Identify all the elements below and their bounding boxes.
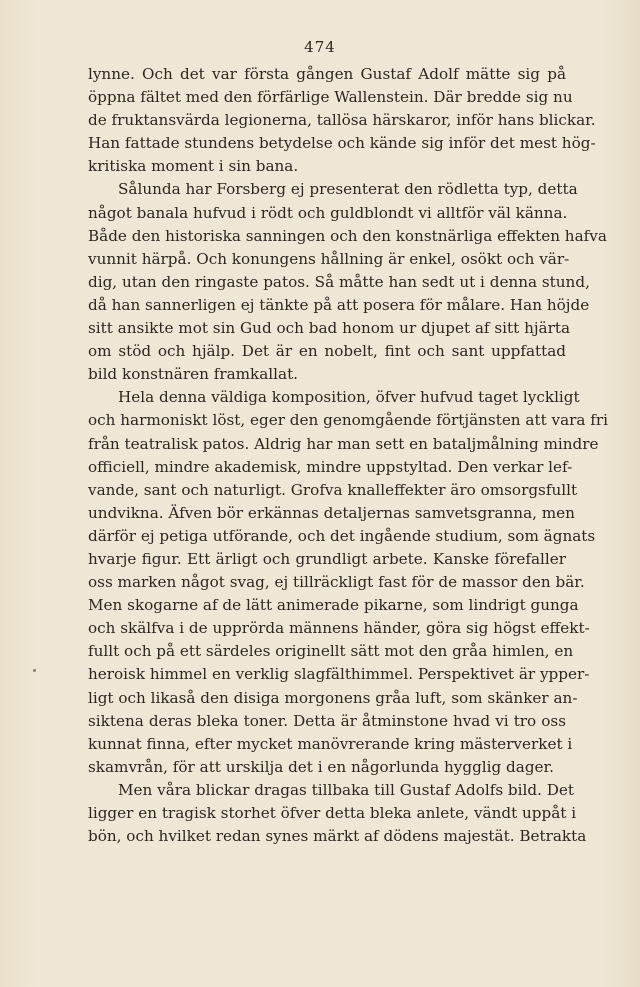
text-line: därför ej petiga utförande, och det ingående studium, som ägnats	[88, 526, 596, 545]
text-line: ligger en tragisk storhet öfver detta bleka anlete, vändt uppåt i	[88, 804, 577, 822]
text-line: hvarje figur. Ett ärligt och grundligt arbete. Kanske förefaller	[88, 549, 566, 568]
text-line: kritiska moment i sin bana.	[88, 157, 299, 176]
text-line: och harmoniskt löst, eger den genomgående förtjänsten att vara fri	[88, 411, 609, 430]
text-line: undvikna. Äfven bör erkännas detaljernas samvetsgranna, men	[88, 503, 575, 522]
text-line: från teatralisk patos. Aldrig har man sett en bataljmålning mindre	[88, 434, 599, 453]
text-line: de fruktansvärda legionerna, tallösa härskaror, inför hans blickar.	[88, 111, 596, 130]
text-line: lynne. Och det var första gången Gustaf Adolf mätte sig på	[88, 65, 566, 83]
text-line: heroisk himmel en verklig slagfälthimmel. Perspektivet är ypper-	[88, 665, 590, 684]
page-number: 474	[304, 38, 336, 56]
text-line: siktena deras bleka toner. Detta är åtminstone hvad vi tro oss	[88, 711, 566, 730]
body-text	[88, 63, 609, 848]
text-line: Han fattade stundens betydelse och kände sig inför det mest hög-	[88, 134, 596, 153]
text-line: och skälfva i de upprörda männens händer, göra sig högst effekt-	[88, 619, 590, 638]
text-line: fullt och på ett särdeles originellt sätt mot den gråa himlen, en	[88, 642, 574, 661]
text-line: vande, sant och naturligt. Grofva knalleffekter äro omsorgsfullt	[88, 480, 578, 499]
text-line: Sålunda har Forsberg ej presenterat den rödletta typ, detta	[118, 180, 578, 199]
text-line: då han sannerligen ej tänkte på att posera för målare. Han höjde	[88, 295, 590, 314]
text-line: ligt och likaså den disiga morgonens gråa luft, som skänker an-	[88, 688, 578, 707]
text-line: officiell, mindre akademisk, mindre uppstyltad. Den verkar lef-	[88, 457, 573, 476]
text-line: dig, utan den ringaste patos. Så måtte han sedt ut i denna stund,	[88, 272, 590, 291]
text-line: skamvrån, för att urskilja det i en någorlunda hygglig dager.	[88, 757, 554, 776]
text-line: vunnit härpå. Och konungens hållning är enkel, osökt och vär-	[88, 249, 570, 268]
text-line: om stöd och hjälp. Det är en nobelt, fint och sant uppfattad	[88, 342, 566, 361]
margin-speck	[33, 669, 36, 672]
text-line: något banala hufvud i rödt och guldblondt vi alltför väl känna.	[88, 203, 568, 222]
text-line: Hela denna väldiga komposition, öfver hufvud taget lyckligt	[118, 388, 580, 407]
text-line: bön, och hvilket redan synes märkt af dödens majestät. Betrakta	[88, 827, 587, 846]
text-line: öppna fältet med den förfärlige Wallenstein. Där bredde sig nu	[88, 88, 573, 107]
text-line: Men våra blickar dragas tillbaka till Gustaf Adolfs bild. Det	[118, 780, 575, 799]
text-line: bild konstnären framkallat.	[88, 365, 298, 384]
text-line: Både den historiska sanningen och den konstnärliga effekten hafva	[88, 226, 607, 245]
text-line: oss marken något svag, ej tillräckligt fast för de massor den bär.	[88, 573, 585, 592]
text-line: sitt ansikte mot sin Gud och bad honom ur djupet af sitt hjärta	[88, 319, 571, 338]
text-line: Men skogarne af de lätt animerade pikarne, som lindrigt gunga	[88, 596, 579, 615]
text-line: kunnat finna, efter mycket manövrerande kring mästerverket i	[88, 734, 573, 753]
